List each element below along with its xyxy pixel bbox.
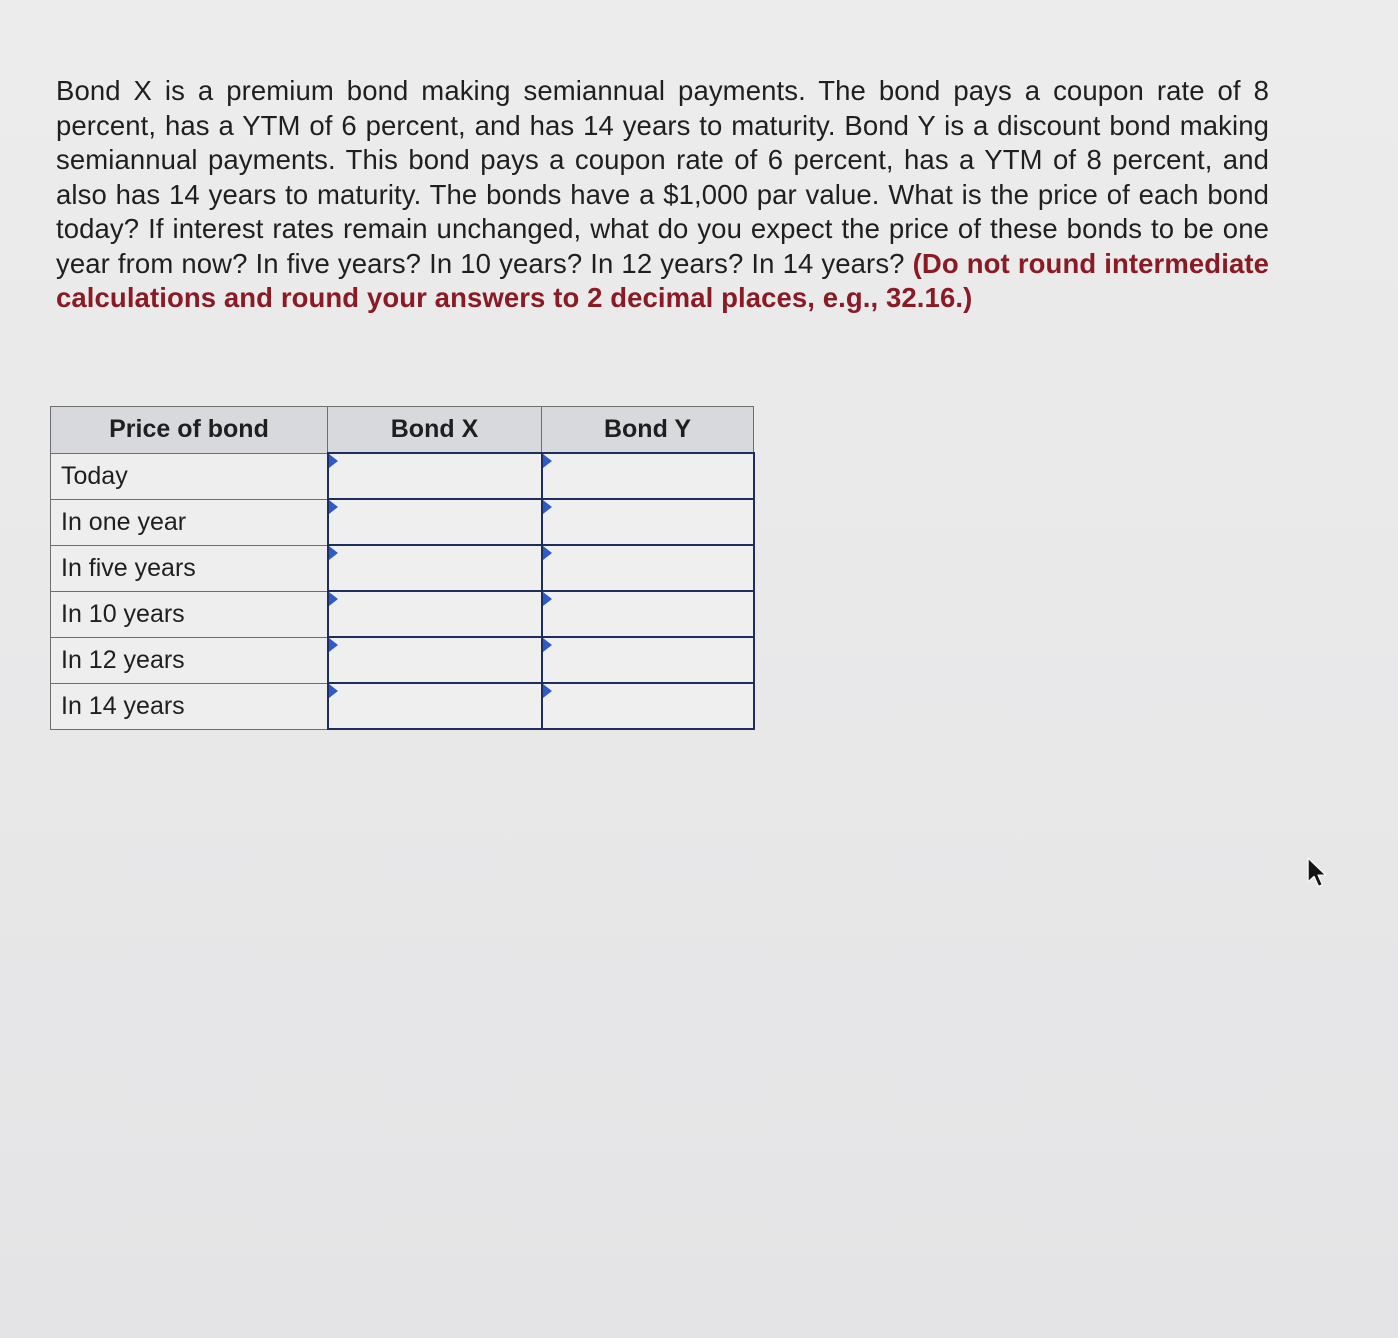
row-label-five-years: In five years — [51, 545, 328, 591]
row-label-today: Today — [51, 453, 328, 499]
bond-x-14-years-input[interactable] — [329, 684, 541, 728]
row-label-12-years: In 12 years — [51, 637, 328, 683]
row-label-14-years: In 14 years — [51, 683, 328, 729]
bond-x-12-years-input[interactable] — [329, 638, 541, 682]
bond-y-10-years-input[interactable] — [543, 592, 753, 636]
bond-y-12-years-cell — [542, 637, 754, 683]
bond-y-five-years-cell — [542, 545, 754, 591]
row-label-10-years: In 10 years — [51, 591, 328, 637]
bond-x-10-years-cell — [328, 591, 542, 637]
bond-x-14-years-cell — [328, 683, 542, 729]
question-body: Bond X is a premium bond making semiannual payments. The bond pays a coupon rate of 8 percent, has a YTM of 6 percent, and has 14 years to maturity. Bond Y is a discount bond making semiannual payments. This bond pays a coupon rate of 6 percent, has a YTM of 8 percent, and also has 14 years to maturity. The bonds have a $1,000 par value. What is the price of each bond today? If interest rates remain unchanged, what do you expect the price of these bonds to be one year from now? In five years? In 10 years? In 12 years? In 14 years? — [56, 75, 1269, 279]
row-label-one-year: In one year — [51, 499, 328, 545]
table-row — [51, 499, 754, 545]
table-row — [51, 453, 754, 499]
bond-x-one-year-input[interactable] — [329, 500, 541, 544]
header-bond-x: Bond X — [328, 407, 542, 454]
bond-price-table — [50, 406, 755, 730]
bond-x-10-years-input[interactable] — [329, 592, 541, 636]
bond-y-five-years-input[interactable] — [543, 546, 753, 590]
rounding-instruction: (Do not round intermediate calculations and round your answers to 2 decimal places, e.g., 32.16.) — [56, 247, 1269, 313]
bond-y-one-year-input[interactable] — [543, 500, 753, 544]
table-header-row — [51, 407, 754, 454]
bond-y-12-years-input[interactable] — [543, 638, 753, 682]
bond-x-today-cell — [328, 453, 542, 499]
bond-x-five-years-input[interactable] — [329, 546, 541, 590]
question-text — [56, 74, 1269, 316]
header-price-of-bond: Price of bond — [51, 407, 328, 454]
bond-y-14-years-input[interactable] — [543, 684, 753, 728]
bond-y-one-year-cell — [542, 499, 754, 545]
bond-x-12-years-cell — [328, 637, 542, 683]
bond-x-five-years-cell — [328, 545, 542, 591]
table-row — [51, 591, 754, 637]
header-bond-y: Bond Y — [542, 407, 754, 454]
bond-y-14-years-cell — [542, 683, 754, 729]
mouse-pointer-icon — [1306, 857, 1328, 889]
table-row — [51, 545, 754, 591]
table-row — [51, 683, 754, 729]
bond-x-one-year-cell — [328, 499, 542, 545]
bond-y-10-years-cell — [542, 591, 754, 637]
bond-x-today-input[interactable] — [329, 454, 541, 498]
table-row — [51, 637, 754, 683]
bond-y-today-input[interactable] — [543, 454, 753, 498]
bond-y-today-cell — [542, 453, 754, 499]
